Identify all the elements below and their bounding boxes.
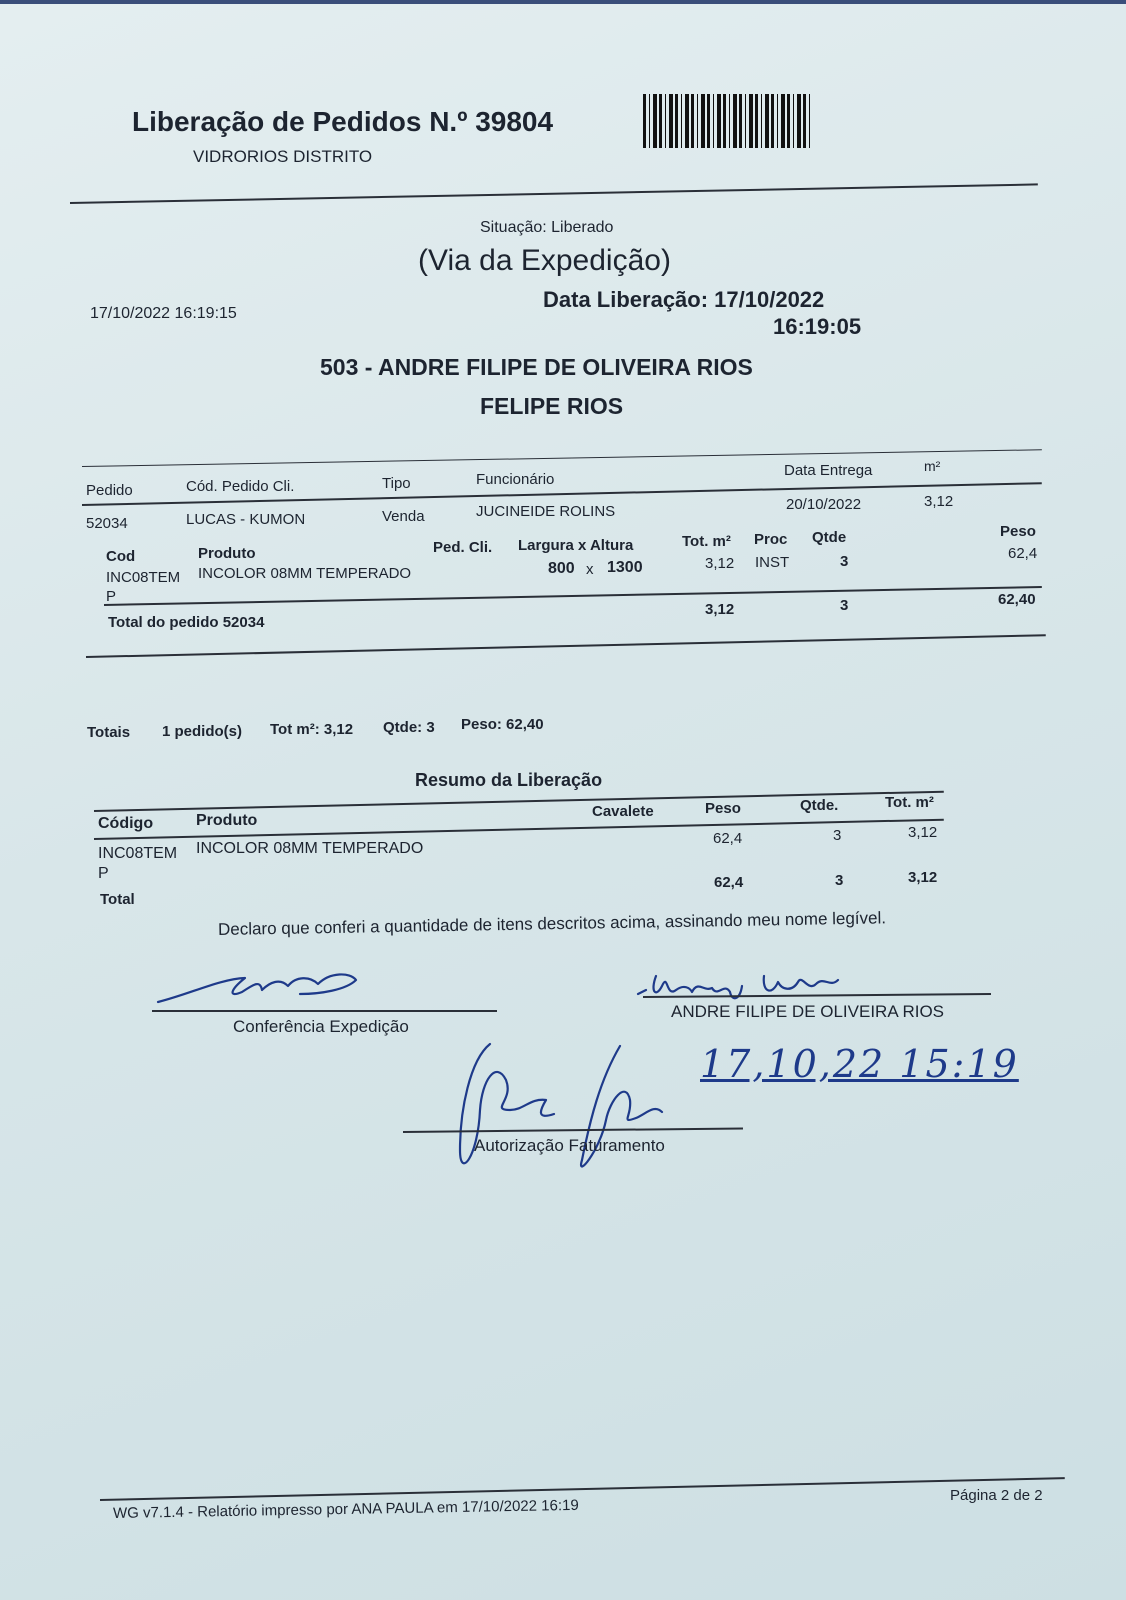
item-tot-m2: 3,12: [705, 555, 735, 572]
situacao-label: Situação: Liberado: [480, 219, 614, 236]
item-dim-separator: x: [586, 561, 594, 578]
pedido-total-qtde: 3: [840, 597, 849, 614]
item-col-ped-cli: Ped. Cli.: [433, 539, 493, 556]
resumo-qtde: 3: [833, 827, 842, 844]
declaracao-text: Declaro que conferi a quantidade de itens descritos acima, assinando meu nome legível.: [217, 908, 887, 939]
resumo-tot-m2: 3,12: [908, 824, 938, 841]
pedido-top-rule: [82, 449, 1042, 467]
pedido-total-peso: 62,40: [998, 591, 1036, 608]
via-label: (Via da Expedição): [418, 244, 671, 277]
resumo-total-label: Total: [100, 891, 135, 908]
pedido-cod-cli: LUCAS - KUMON: [186, 511, 306, 528]
totais-peso: Peso: 62,40: [461, 716, 544, 733]
conferencia-signature: [150, 964, 370, 1014]
col-data-entrega: Data Entrega: [784, 462, 873, 479]
resumo-title: Resumo da Liberação: [415, 770, 603, 790]
item-produto: INCOLOR 08MM TEMPERADO: [198, 565, 412, 582]
item-largura: 800: [548, 560, 575, 577]
totais-m2: Tot m²: 3,12: [270, 721, 354, 738]
item-proc: INST: [755, 554, 790, 571]
autorizacao-signature: [450, 1040, 680, 1180]
resumo-cod: INC08TEM: [98, 845, 178, 862]
pedido-tipo: Venda: [382, 508, 425, 525]
hora-liberacao: 16:19:05: [773, 314, 862, 339]
resumo-produto: INCOLOR 08MM TEMPERADO: [196, 840, 424, 857]
cliente-apelido: FELIPE RIOS: [480, 393, 624, 419]
item-col-peso: Peso: [1000, 523, 1036, 540]
footer-page-number: Página 2 de 2: [950, 1487, 1043, 1504]
pedido-funcionario: JUCINEIDE ROLINS: [476, 503, 616, 520]
item-col-proc: Proc: [754, 531, 788, 548]
pedido-bottom-rule: [86, 634, 1046, 658]
conferencia-label: Conferência Expedição: [233, 1017, 409, 1036]
item-col-produto: Produto: [198, 545, 256, 562]
header-rule: [70, 183, 1038, 204]
item-col-qtde: Qtde: [812, 529, 847, 546]
print-datetime: 17/10/2022 16:19:15: [90, 305, 237, 322]
col-m2: m²: [924, 458, 941, 474]
company-name: VIDRORIOS DISTRITO: [193, 147, 373, 166]
pedido-total-m2: 3,12: [705, 601, 735, 618]
item-peso: 62,4: [1008, 545, 1038, 562]
barcode: [643, 94, 813, 148]
cliente-nome: 503 - ANDRE FILIPE DE OLIVEIRA RIOS: [320, 354, 753, 380]
col-cod-pedido-cli: Cód. Pedido Cli.: [186, 478, 295, 495]
resumo-total-peso: 62,4: [714, 874, 744, 891]
resumo-col-cavalete: Cavalete: [592, 803, 654, 820]
conferencia-signature-line: [152, 1010, 497, 1012]
col-pedido: Pedido: [86, 482, 133, 499]
resumo-total-qtde: 3: [835, 872, 844, 889]
document-page: [0, 4, 1126, 1600]
totais-label: Totais: [87, 724, 131, 741]
col-tipo: Tipo: [382, 475, 411, 492]
handwritten-date: 17,10,22 15:19: [700, 1042, 1019, 1086]
item-col-largura-altura: Largura x Altura: [518, 537, 634, 554]
document-title: Liberação de Pedidos N.º 39804: [132, 106, 554, 137]
data-liberacao: Data Liberação: 17/10/2022: [543, 287, 825, 312]
pedido-data-entrega: 20/10/2022: [786, 496, 862, 513]
item-altura: 1300: [607, 559, 643, 576]
pedido-m2: 3,12: [924, 493, 954, 510]
resumo-col-qtde: Qtde.: [800, 797, 839, 814]
resumo-col-codigo: Código: [98, 815, 154, 832]
pedido-numero: 52034: [86, 515, 128, 532]
resumo-col-peso: Peso: [705, 800, 741, 817]
resumo-total-m2: 3,12: [908, 869, 938, 886]
autorizacao-label: Autorização Faturamento: [474, 1136, 665, 1155]
totais-qtde: Qtde: 3: [383, 719, 435, 736]
col-funcionario: Funcionário: [476, 471, 555, 488]
item-col-cod: Cod: [106, 548, 136, 565]
footer-report-info: WG v7.1.4 - Relatório impresso por ANA PAULA em 17/10/2022 16:19: [112, 1496, 579, 1522]
item-cod: INC08TEM: [106, 569, 181, 586]
item-col-tot-m2: Tot. m²: [682, 533, 731, 550]
resumo-peso: 62,4: [713, 830, 743, 847]
resumo-cod-cont: P: [98, 865, 109, 882]
item-qtde: 3: [840, 553, 849, 570]
cliente-signature-name: ANDRE FILIPE DE OLIVEIRA RIOS: [671, 1002, 945, 1021]
footer-rule: [100, 1477, 1065, 1501]
totais-pedidos: 1 pedido(s): [162, 723, 243, 740]
pedido-total-label: Total do pedido 52034: [108, 614, 265, 631]
item-total-rule: [104, 586, 1042, 606]
item-cod-cont: P: [106, 588, 117, 605]
resumo-col-tot-m2: Tot. m²: [885, 794, 934, 811]
resumo-col-produto: Produto: [196, 812, 258, 829]
